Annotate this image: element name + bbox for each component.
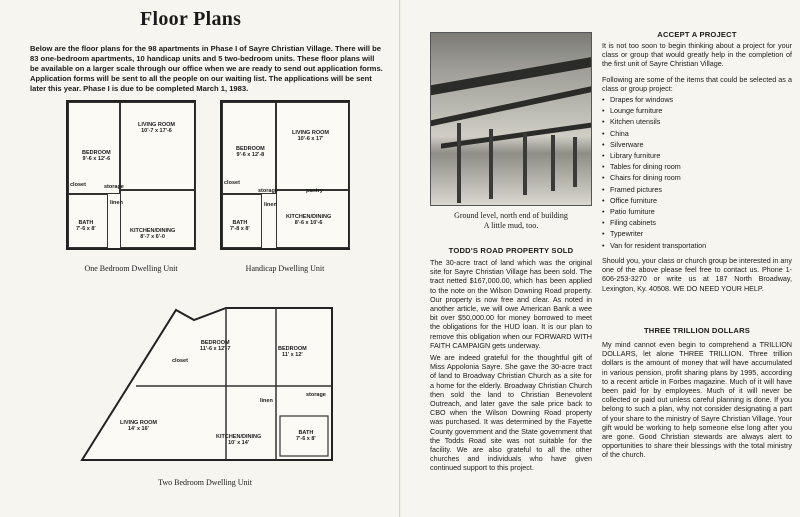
list-item: • Kitchen utensils	[602, 116, 792, 127]
bath-label: BATH 7'-6 x 8'	[296, 430, 316, 442]
two-bedroom-caption: Two Bedroom Dwelling Unit	[158, 478, 252, 487]
list-item: • Chairs for dining room	[602, 172, 792, 183]
closet-label: closet	[224, 180, 240, 186]
list-item: • Typewriter	[602, 228, 792, 239]
living-room	[120, 102, 196, 190]
bedroom-room	[68, 102, 120, 194]
list-item: • Silverware	[602, 139, 792, 150]
page-title: Floor Plans	[140, 8, 242, 30]
living-room-label: LIVING ROOM 10'-6 x 17'	[292, 130, 329, 142]
list-item: • Van for resident transportation	[602, 240, 792, 251]
linen-label: linen	[264, 202, 277, 208]
bedroom1-label: BEDROOM 11'-6 x 12'-7	[200, 340, 231, 352]
pantry-label: pantry	[306, 188, 323, 194]
todds-road-heading: TODD'S ROAD PROPERTY SOLD	[448, 246, 574, 255]
todds-road-paragraph-2: We are indeed grateful for the thoughtful gift of Miss Appolonia Sayre. She gave the 30-acre tract of land to Broadway Christian Church as a site for a home for the elderly. Broadway Christian Church then sold the land to Christian Benevolent Outreach, and later gave the sale price back to CBO when the Wilson Downing Road property was purchased. It was determined by the Fayette County government and the State government that the Todds Road site was not suitable for the facility. We are also grateful to all the other churches and individuals who have given continued support to this project.	[430, 353, 592, 473]
photo-caption: Ground level, north end of building A little mud, too.	[454, 211, 568, 230]
living-room-label: LIVING ROOM 14' x 16'	[120, 420, 157, 432]
closet-label: closet	[70, 182, 86, 188]
handicap-caption: Handicap Dwelling Unit	[245, 264, 325, 273]
closet-label: closet	[172, 358, 188, 364]
list-item: • Office furniture	[602, 195, 792, 206]
accept-project-paragraph-3: Should you, your class or church group be interested in any one of the above please feel free to contact us. Phone 1-606-253-3270 or write us at 187 North Broadway, Lexington, Ky. 40508. WE DO NEED YOUR HELP.	[602, 256, 792, 293]
storage-label: storage	[104, 184, 124, 190]
intro-paragraph: Below are the floor plans for the 98 apartments in Phase I of Sayre Christian Village. There will be 83 one-bedroom apartments, 10 handicap units and 5 two-bedroom units. These floor plans will be available on a larger scale through our office when we are ready to send out application forms. Application forms will be sent to all the people on our waiting list. The applications will be sent later this year. Phase I is due to be completed March 1, 1983.	[30, 44, 383, 93]
bath-label: BATH 7'-8 x 8'	[230, 220, 250, 232]
todds-road-paragraph-1: The 30-acre tract of land which was the original site for Sayre Christian Village has been sold. The tract netted $167,000.00, which has been applied to the note on the Wilson Downing Road property. Our property is now free and clear. As noted in another article, we will owe American Bank a wee bit over $50,000.00 for money borrowed to meet the obligations for the HUD loan. It is our plan to remove this obligation when our FORWARD WITH FAITH CAMPAIGN gets underway.	[430, 258, 592, 350]
list-item: • Tables for dining room	[602, 161, 792, 172]
three-trillion-paragraph: My mind cannot even begin to comprehend a TRILLION DOLLARS, let alone THREE TRILLION. Three trillion dollars is the amount of money that will have accumulated in various pension, profit sharing plans by 1995, according to a recent article in Forbes magazine. Much of it will have been paid for by employees. Much of it will never be collected or paid out unless careful planning is done. If you belong to such a plan, why not consider designating a part of your share to the ministry of Sayre Christian Village. Your gift would be working to help someone else long after you are gone. Good Christian stewards are always alert to opportunities to share their blessings with the total ministry of the church.	[602, 340, 792, 460]
living-room-label: LIVING ROOM 10'-7 x 17'-6	[138, 122, 175, 134]
storage-label: storage	[258, 188, 278, 194]
three-trillion-heading: THREE TRILLION DOLLARS	[643, 326, 751, 335]
accept-project-heading: ACCEPT A PROJECT	[657, 30, 737, 39]
kitchen-label: KITCHEN/DINING 8'-7 x 6'-0	[130, 228, 176, 240]
handicap-floor-plan	[220, 100, 350, 250]
linen-label: linen	[260, 398, 273, 404]
list-item: • Drapes for windows	[602, 94, 792, 105]
list-item: • Filing cabinets	[602, 217, 792, 228]
list-item: • Library furniture	[602, 150, 792, 161]
list-item: • Framed pictures	[602, 184, 792, 195]
kitchen-label: KITCHEN/DINING 10' x 14'	[216, 434, 262, 446]
accept-project-paragraph-2: Following are some of the items that could be selected as a class or group project:	[602, 75, 792, 94]
bath-label: BATH 7'-6 x 8'	[76, 220, 96, 232]
bedroom2-label: BEDROOM 11' x 12'	[278, 346, 307, 358]
living-room	[276, 102, 350, 190]
right-page	[402, 0, 800, 517]
project-items-list	[602, 94, 792, 251]
kitchen-label: KITCHEN/DINING 8'-6 x 10'-6	[286, 214, 332, 226]
list-item: • China	[602, 128, 792, 139]
bedroom-label: BEDROOM 9'-6 x 12'-8	[236, 146, 265, 158]
construction-photo	[430, 32, 592, 206]
list-item: • Patio furniture	[602, 206, 792, 217]
one-bedroom-caption: One Bedroom Dwelling Unit	[84, 264, 178, 273]
one-bedroom-floor-plan	[66, 100, 196, 250]
bedroom-label: BEDROOM 9'-6 x 12'-6	[82, 150, 111, 162]
accept-project-paragraph-1: It is not too soon to begin thinking about a project for your class or group that would greatly help in the completion of the first unit of Sayre Christian Village.	[602, 41, 792, 69]
storage-label: storage	[306, 392, 326, 398]
linen-label: linen	[110, 200, 123, 206]
list-item: • Lounge furniture	[602, 105, 792, 116]
